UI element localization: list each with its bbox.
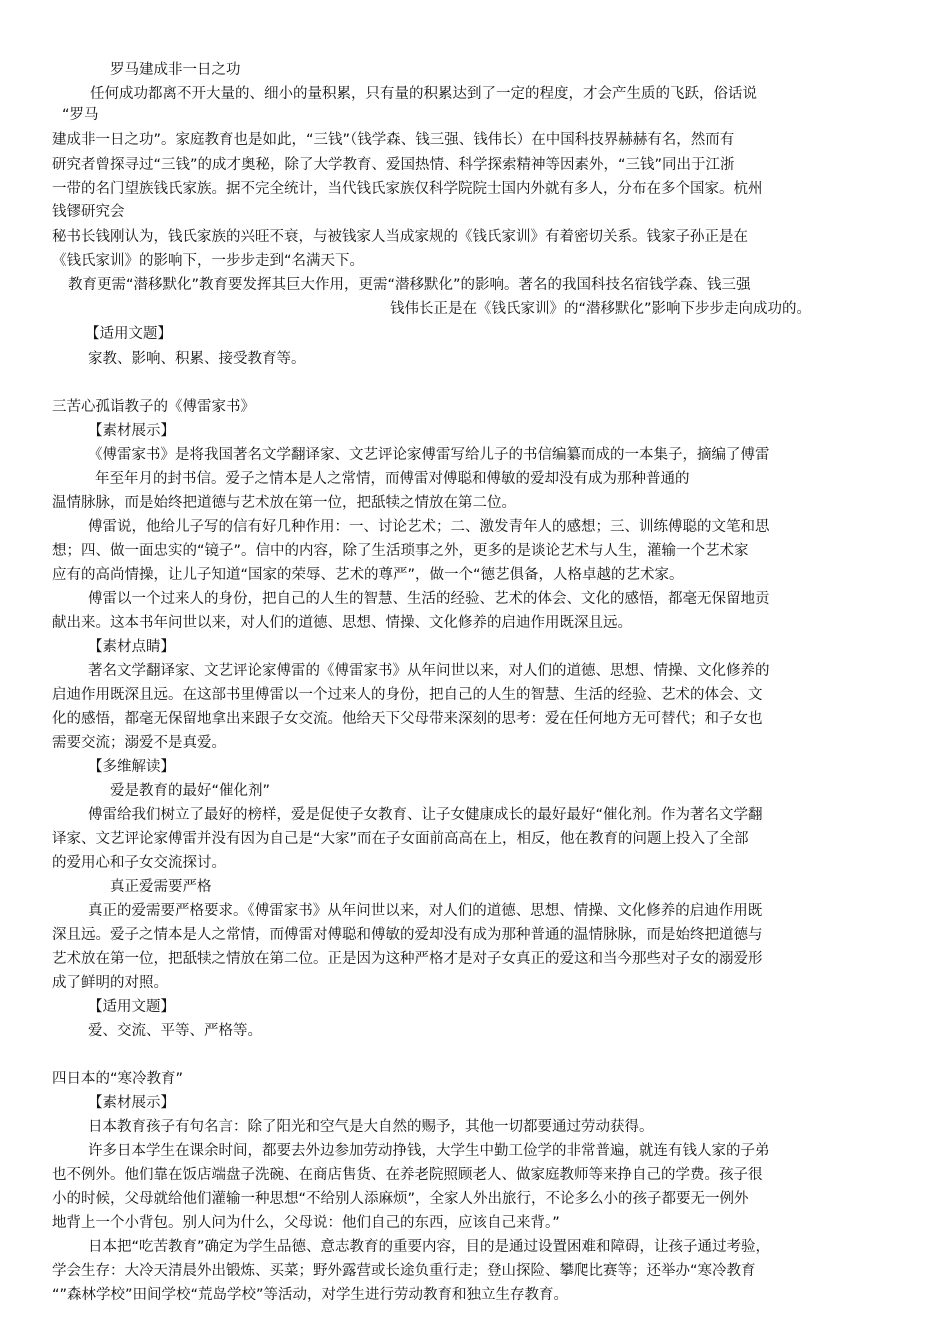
paragraph-line: 建成非一日之功”。家庭教育也是如此，“三钱”（钱学森、钱三强、钱伟长）在中国科技界赫赫有名，然而有 bbox=[52, 132, 735, 148]
paragraph-line: 爱、交流、平等、严格等。 bbox=[88, 1023, 262, 1039]
paragraph-line: 《傅雷家书》是将我国著名文学翻译家、文艺评论家傅雷写给儿子的书信编纂而成的一本集子，摘编了傅雷 bbox=[88, 447, 770, 463]
section-label: 【适用文题】 bbox=[85, 326, 172, 342]
paragraph-line: 艺术放在第一位，把舐犊之情放在第二位。正是因为这种严格才是对子女真正的爱这和当今那些对子女的溺爱形 bbox=[52, 951, 763, 967]
paragraph-line: 化的感悟，都毫无保留地拿出来跟子女交流。他给天下父母带来深刻的思考：爱在任何地方无可替代；和子女也 bbox=[52, 711, 763, 727]
section-label: 【素材展示】 bbox=[88, 423, 175, 439]
paragraph-line: 真正的爱需要严格要求。《傅雷家书》从年问世以来，对人们的道德、思想、情操、文化修养的启迪作用既 bbox=[88, 903, 763, 919]
section-label: 【素材展示】 bbox=[88, 1095, 175, 1111]
paragraph-line: 家教、影响、积累、接受教育等。 bbox=[88, 351, 306, 367]
paragraph-line: 傅雷给我们树立了最好的榜样，爱是促使子女教育、让子女健康成长的最好最好“催化剂。作为著名文学翻 bbox=[88, 807, 763, 823]
section-label: 【多维解读】 bbox=[88, 759, 175, 775]
paragraph-line: 钱镠研究会 bbox=[52, 204, 125, 220]
section-label: 【素材点睛】 bbox=[88, 639, 175, 655]
paragraph-line: 年至年月的封书信。爱子之情本是人之常情，而傅雷对傅聪和傅敏的爱却没有成为那种普通的 bbox=[95, 471, 690, 487]
paragraph-line: 秘书长钱刚认为，钱氏家族的兴旺不衰，与被钱家人当成家规的《钱氏家训》有着密切关系。钱家子孙正是在 bbox=[52, 229, 748, 245]
paragraph-line: 许多日本学生在课余时间，都要去外边参加劳动挣钱，大学生中勤工俭学的非常普遍，就连有钱人家的子弟 bbox=[88, 1143, 770, 1159]
paragraph-line: 教育更需“潜移默化”教育要发挥其巨大作用，更需“潜移默化”的影响。著名的我国科技名宿钱学森、钱三强 bbox=[68, 277, 751, 293]
paragraph-line: 日本教育孩子有句名言：除了阳光和空气是大自然的赐予，其他一切都要通过劳动获得。 bbox=[88, 1119, 654, 1135]
subheading: 爱是教育的最好“催化剂” bbox=[110, 783, 271, 799]
paragraph-line: 温情脉脉，而是始终把道德与艺术放在第一位，把舐犊之情放在第二位。 bbox=[52, 495, 516, 511]
paragraph-line: 地背上一个小背包。别人问为什么，父母说：他们自己的东西，应该自己来背。” bbox=[52, 1215, 560, 1231]
paragraph-line: 的爱用心和子女交流探讨。 bbox=[52, 855, 226, 871]
paragraph-line: 著名文学翻译家、文艺评论家傅雷的《傅雷家书》从年问世以来，对人们的道德、思想、情操、文化修养的 bbox=[88, 663, 770, 679]
paragraph-line: 成了鲜明的对照。 bbox=[52, 975, 168, 991]
paragraph-line: 献出来。这本书年问世以来，对人们的道德、思想、情操、文化修养的启迪作用既深且远。 bbox=[52, 615, 632, 631]
paragraph-line: 任何成功都离不开大量的、细小的量积累，只有量的积累达到了一定的程度，才会产生质的飞跃，俗话说 bbox=[90, 86, 757, 102]
paragraph-line: 日本把“吃苦教育”确定为学生品德、意志教育的重要内容，目的是通过设置困难和障碍，让孩子通过考验， bbox=[88, 1239, 771, 1255]
paragraph-line: 傅雷说，他给儿子写的信有好几种作用：一、讨论艺术；二、激发青年人的感想；三、训练傅聪的文笔和思 bbox=[88, 519, 770, 535]
paragraph-line: 译家、文艺评论家傅雷并没有因为自己是“大家”而在子女面前高高在上，相反，他在教育的问题上投入了全部 bbox=[52, 831, 749, 847]
heading-japan: 四日本的“寒冷教育” bbox=[52, 1071, 184, 1087]
paragraph-line: 应有的高尚情操，让儿子知道“国家的荣辱、艺术的尊严”，做一个“德艺俱备，人格卓越的艺术家。 bbox=[52, 567, 684, 583]
paragraph-line: 傅雷以一个过来人的身份，把自己的人生的智慧、生活的经验、艺术的体会、文化的感悟，都毫无保留地贡 bbox=[88, 591, 770, 607]
paragraph-line: 深且远。爱子之情本是人之常情，而傅雷对傅聪和傅敏的爱却没有成为那种普通的温情脉脉，而是始终把道德与 bbox=[52, 927, 763, 943]
paragraph-line: 也不例外。他们靠在饭店端盘子洗碗、在商店售货、在养老院照顾老人、做家庭教师等来挣自己的学费。孩子很 bbox=[52, 1167, 763, 1183]
paragraph-line: 想；四、做一面忠实的“镜子”。信中的内容，除了生活琐事之外，更多的是谈论艺术与人生，灌输一个艺术家 bbox=[52, 543, 749, 559]
paragraph-line: 研究者曾探寻过“三钱”的成才奥秘，除了大学教育、爱国热情、科学探索精神等因素外，“三钱”同出于江浙 bbox=[52, 157, 735, 173]
paragraph-line: 《钱氏家训》的影响下，一步步走到“名满天下。 bbox=[52, 253, 365, 269]
paragraph-line: “”森林学校”田间学校“荒岛学校”等活动，对学生进行劳动教育和独立生存教育。 bbox=[52, 1287, 569, 1303]
paragraph-line: 需要交流；溺爱不是真爱。 bbox=[52, 735, 226, 751]
paragraph-line: 学会生存：大冷天清晨外出锻炼、买菜；野外露营或长途负重行走；登山探险、攀爬比赛等；还举办“寒冷教育 bbox=[52, 1263, 756, 1279]
subheading: 真正爱需要严格 bbox=[110, 879, 212, 895]
paragraph-line: 一带的名门望族钱氏家族。据不完全统计，当代钱氏家族仅科学院院士国内外就有多人，分布在多个国家。杭州 bbox=[52, 181, 763, 197]
paragraph-line: 小的时候，父母就给他们灌输一种思想“不给别人添麻烦”，全家人外出旅行，不论多么小的孩子都要无一例外 bbox=[52, 1191, 749, 1207]
paragraph-line: “罗马 bbox=[62, 107, 99, 123]
heading-fu-lei: 三苦心孤诣教子的《傅雷家书》 bbox=[52, 399, 255, 415]
paragraph-line: 钱伟长正是在《钱氏家训》的“潜移默化”影响下步步走向成功的。 bbox=[390, 301, 812, 317]
heading-rome: 罗马建成非一日之功 bbox=[110, 62, 241, 78]
paragraph-line: 启迪作用既深且远。在这部书里傅雷以一个过来人的身份，把自己的人生的智慧、生活的经验、艺术的体会、文 bbox=[52, 687, 763, 703]
section-label: 【适用文题】 bbox=[88, 999, 175, 1015]
